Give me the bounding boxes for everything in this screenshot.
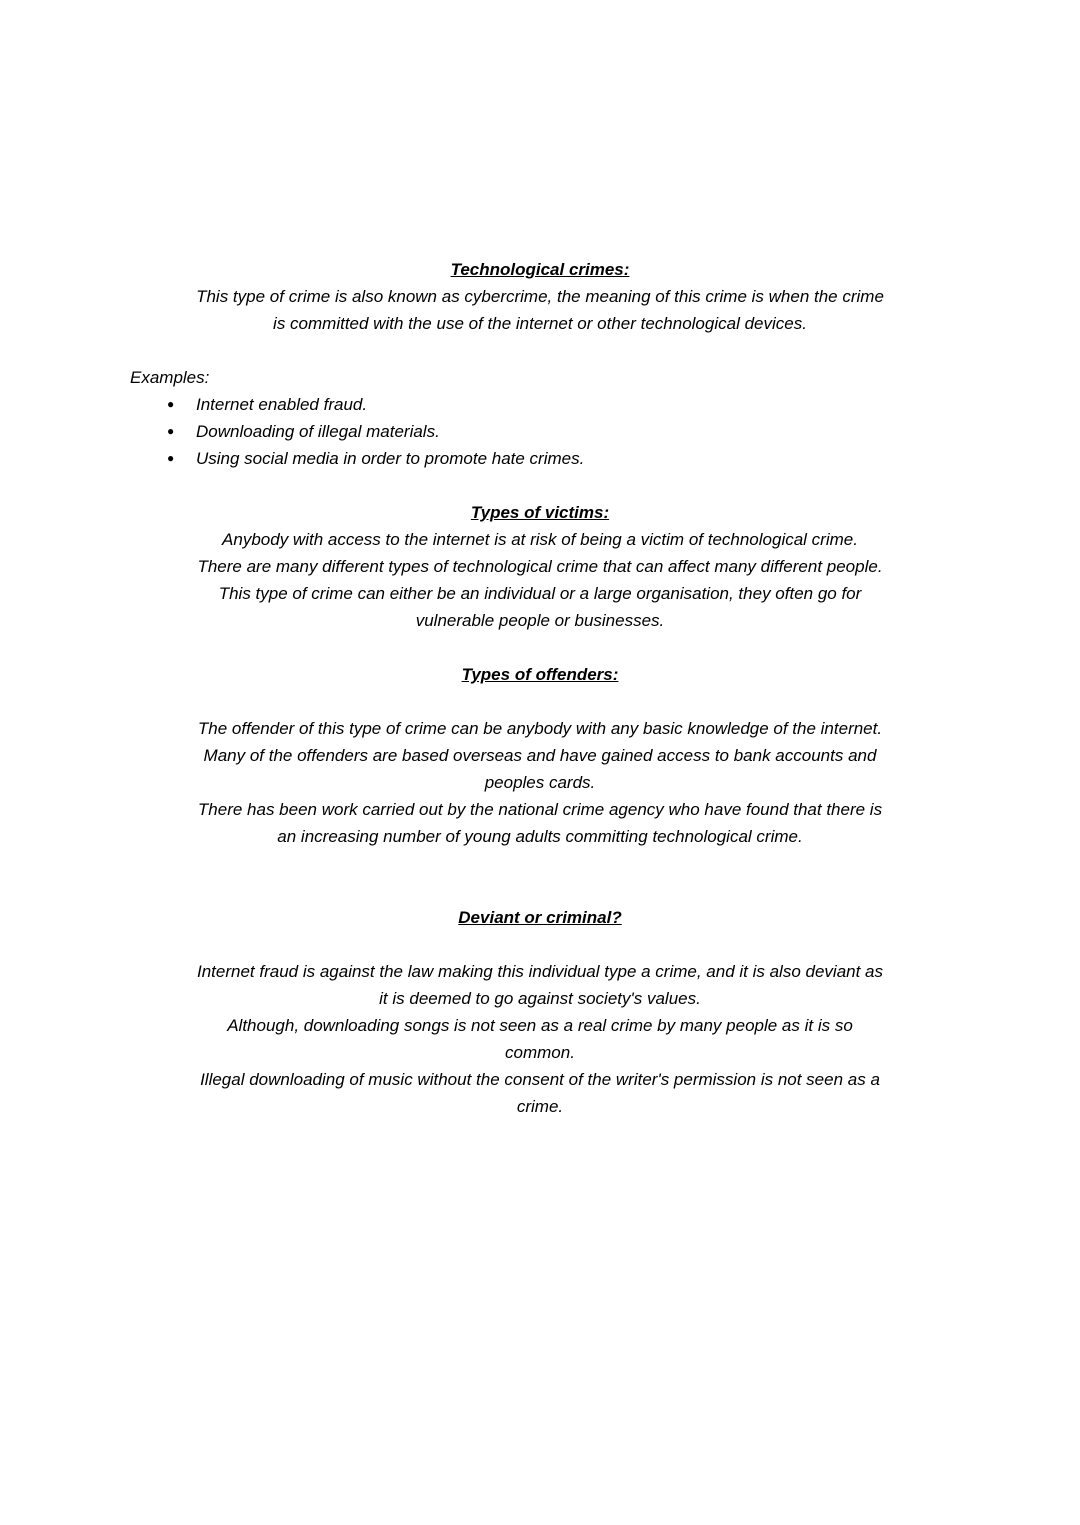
paragraph-line: common.: [505, 1043, 575, 1062]
paragraph-line: The offender of this type of crime can be anybody with any basic knowledge of the internet.: [197, 719, 883, 738]
paragraph-line: it is deemed to go against society's values.: [379, 989, 701, 1008]
paragraph-line: Internet fraud is against the law making this individual type a crime, and it is also deviant as: [196, 962, 884, 981]
section-heading-text: Deviant or criminal?: [458, 908, 622, 927]
list-item: [130, 418, 950, 445]
section-heading-text: Types of offenders:: [461, 665, 619, 684]
blank-line: [130, 688, 950, 715]
bullet-icon: ●: [167, 451, 175, 465]
paragraph-line: This type of crime can either be an individual or a large organisation, they often go for: [218, 584, 862, 603]
list-item-text: Using social media in order to promote hate crimes.: [196, 449, 585, 468]
section-heading-types-of-victims: [130, 499, 950, 526]
section-heading-deviant-or-criminal: [130, 904, 950, 931]
paragraph-line: This type of crime is also known as cybercrime, the meaning of this crime is when the crime: [196, 287, 884, 306]
section-heading-technological-crimes: [130, 256, 950, 283]
paragraph-line: peoples cards.: [484, 773, 596, 792]
paragraph-line: There has been work carried out by the national crime agency who have found that there is: [197, 800, 883, 819]
paragraph-line: Illegal downloading of music without the consent of the writer's permission is not seen as a: [200, 1070, 880, 1089]
blank-lines: [130, 850, 950, 904]
paragraph-line: There are many different types of technological crime that can affect many different people.: [197, 557, 883, 576]
list-item-text: Downloading of illegal materials.: [196, 422, 440, 441]
section-heading-text: Technological crimes:: [450, 260, 630, 279]
list-item-text: Internet enabled fraud.: [196, 395, 368, 414]
blank-line: [130, 931, 950, 958]
paragraph-line: an increasing number of young adults committing technological crime.: [277, 827, 803, 846]
paragraph-line: Many of the offenders are based overseas and have gained access to bank accounts and: [203, 746, 877, 765]
section-heading-types-of-offenders: [130, 661, 950, 688]
section-heading-text: Types of victims:: [470, 503, 610, 522]
paragraph-line: vulnerable people or businesses.: [415, 611, 665, 630]
bullet-icon: ●: [167, 397, 175, 411]
paragraph-line: Anybody with access to the internet is at risk of being a victim of technological crime.: [222, 530, 858, 549]
blank-line: [130, 634, 950, 661]
examples-label: Examples:: [130, 368, 210, 387]
list-item: [130, 445, 950, 472]
paragraph-line: Although, downloading songs is not seen as a real crime by many people as it is so: [227, 1016, 853, 1035]
paragraph-line: crime.: [516, 1097, 564, 1116]
paragraph-line: is committed with the use of the internet or other technological devices.: [273, 314, 807, 333]
blank-line: [130, 337, 950, 364]
blank-line: [130, 472, 950, 499]
document-content: [130, 256, 950, 1120]
bullet-icon: ●: [167, 424, 175, 438]
list-item: [130, 391, 950, 418]
